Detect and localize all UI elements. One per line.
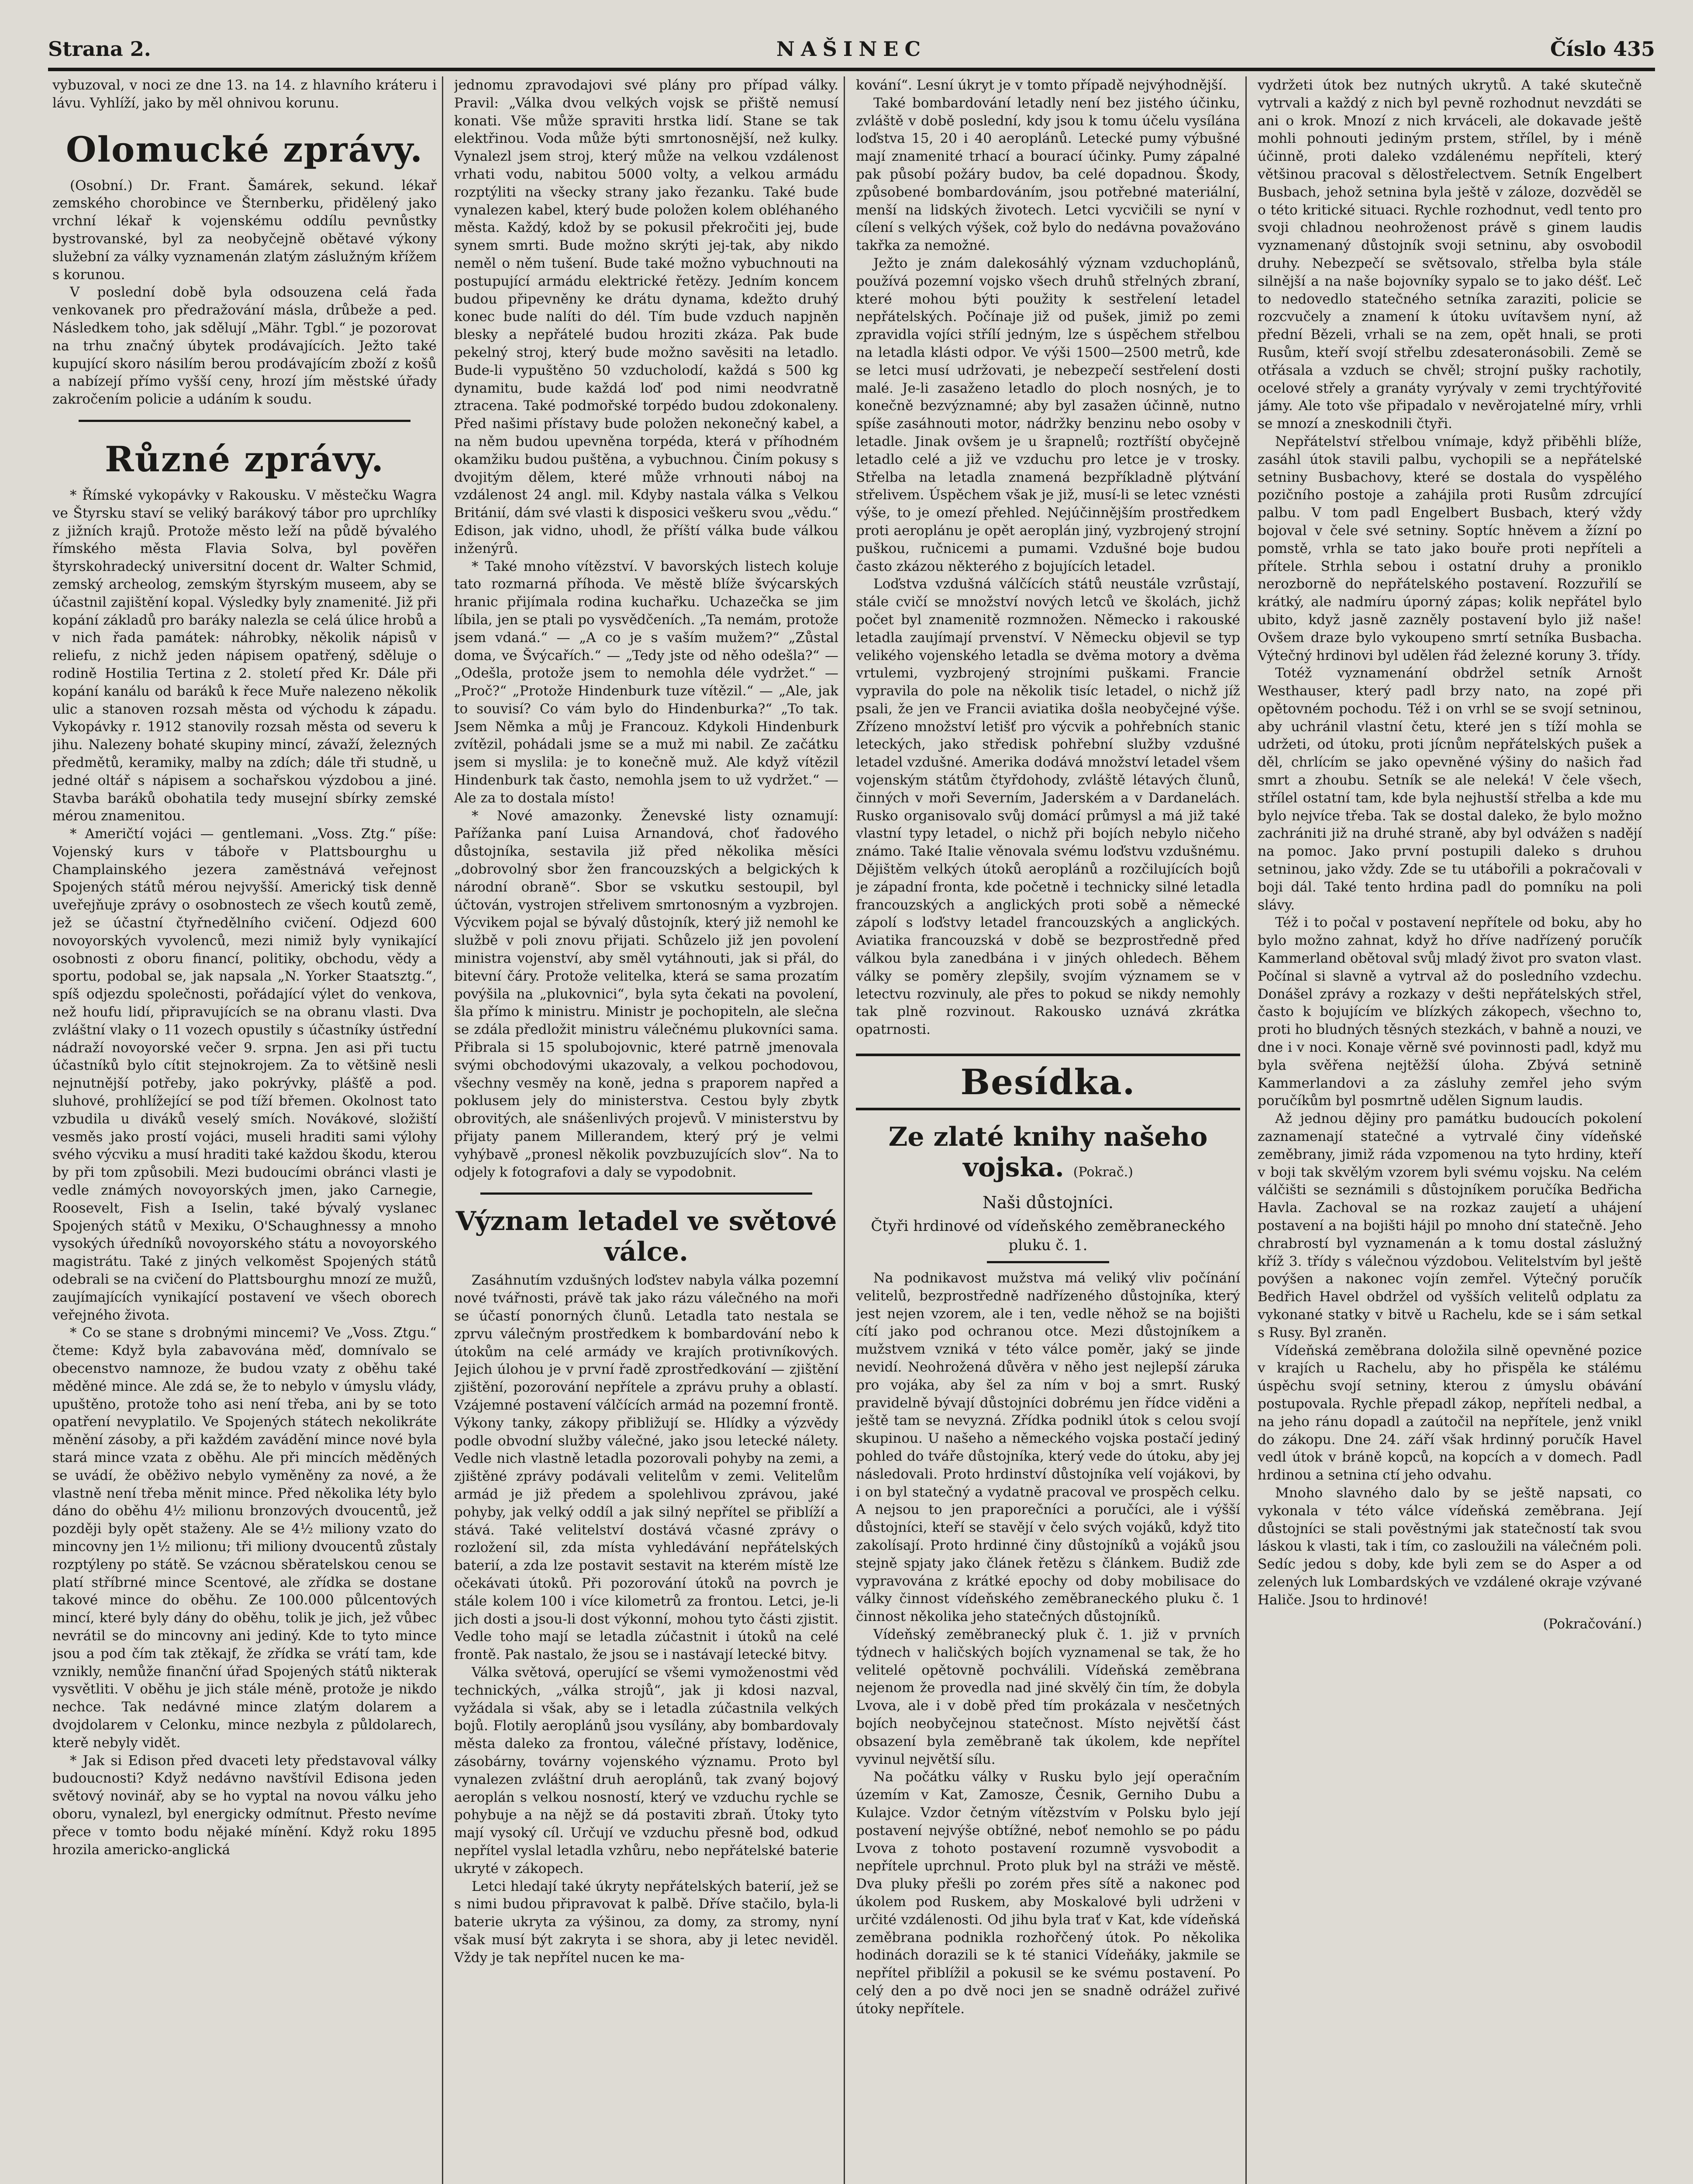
paragraph: Válka světová, operující se všemi vymoženostmi věd technických, „válka strojů“, jak ji kdosi nazval, vyžádala si však, aby se i letadla zúčastnila velkých bojů. Flotily aeroplánů jsou vysílány, aby bombardovaly města daleko za frontou, válečné přístavy, loděnice, zásobárny, továrny vojenského významu. Proto byl vynalezen zvláštní druh aeroplánů, tak zvaný bojový aeroplán s velkou nosností, který ve vzduchu rychle se pohybuje a na nějž se dá postaviti zbraň. Útoky tyto mají vysoký cíl. Určují ve vzduchu přesně bod, odkud nepřítel vyslal letadla vzhůru, nebo nepřátelské baterie ukryté v zákopech. xyxy=(454,1664,838,1876)
subtitle: Naši důstojníci. xyxy=(982,1193,1114,1213)
paragraph: Letci hledají také úkryty nepřátelských baterií, jež se s nimi budou připravovat k palbě. Dříve stačilo, byla-li baterie ukryta za výšinou, za domy, za stromy, nyní však musí být zakryta i se shora, aby ji letec neviděl. Vždy je tak nepřítel nucen ke ma- xyxy=(454,1878,838,1966)
article-americti-vojaci: * Američtí vojáci — gentlemani. „Voss. Ztg.“ píše: Vojenský kurs v táboře v Plattsbourghu u Champlainského jezera zaměstnává veřejnost Spojených států mérou nejvyšší. Americký tisk denně uveřejňuje zprávy o osobnostech ze všech koutů země, jež se účastní čtyřnedělního cvičení. Odjezd 600 novoyorských vyvolenců, mezi nimiž byly vynikající osobnosti z oboru financí, politiky, obchodu, vědy a sportu, podobal se, jak napsala „N. Yorker Staatsztg.“, spíš odjezdu společnosti, pořádající výlet do venkova, než houfu lidí, připravujících se na obranu vlasti. Dva zvláštní vlaky o 11 vozech opustily s účastníky ústřední nádraží novoyorské večer 9. srpna. Jen asi při tuctu účastníků bylo cítit stejnokrojem. Za to většině nesli nejnutnější potřeby, jako pokrývky, plášťě a pod. sluhové, prohlížející se pod tíží břemen. Okolnost tato vzbudila u diváků veselý smích. Novákové, složiští vesměs jako prostí vojáci, museli hraditi sami výlohy svého výcviku a musí hraditi také každou škodu, kterou by při tom způsobili. Mezi budoucími obránci vlasti je vedle známých novoyorských jmen, jako Carnegie, Roosevelt, Fish a Iselin, také bývalý vyslanec Spojených států v Mexiku, O'Schaughnessy a mnoho vysokých úředníků novoyorského státu a novoyorského magistrátu. Také z jiných velkoměst Spojených států odebrali se na cvičení do Plattsbourghu mnozí ze mužů, zaujímajících vynikající postavení ve všech oborech veřejného života. xyxy=(52,826,437,1323)
newspaper-title: NAŠINEC xyxy=(776,37,927,61)
paragraph: vybuzoval, v noci ze dne 13. na 14. z hlavního kráteru i lávu. Vyhlíží, jako by měl ohnivou korunu. xyxy=(52,77,437,111)
article-mnoho-vitezstvi: * Také mnoho vítězství. V bavorských listech koluje tato rozmarná příhoda. Ve městě blíže švýcarských hranic přijímala rodina kuchařku. Uchazečka se jim líbila, jen se ptali po vysvědčeních. „Ta nemám, protože jsem vdaná.“ — „A co je s vaším mužem?“ „Zůstal doma, ve Švýcařích.“ — „Tedy jste od něho odešla?“ — „Odešla, protože jsem to nemohla déle vydržet.“ — „Proč?“ „Protože Hindenburk tuze vítězil.“ — „Ale, jak to souvisí? Co vám bylo do Hindenburka?“ „To tak. Jsem Němka a můj je Francouz. Kdykoli Hindenburk zvítězil, pohádali jsme se a muž mi nabil. Ze začátku jsem si myslila: je to konečně muž. Ale když vítězil Hindenburk tak často, nemohla jsem to už vydržet.“ — Ale za to dostala místo! xyxy=(454,558,838,806)
section-heading-besidka: Besídka. xyxy=(960,1061,1136,1103)
page-header xyxy=(48,24,1655,71)
paragraph: Vídeňská zeměbrana doložila silně opevněné pozice v krajích u Rachelu, aby ho přispěla ke stálému úspěchu svojí setniny, kterou z úmyslu obávání postupovala. Rychle přepadl zákop, nepříteli nedbal, a na jeho ránu dopadl a zaútočil na nepřítele, jenž vnikl do zákopu. Dne 24. září však hrdinný poručík Havel vedl útok v bráně kopců, na kopcích a v domech. Padl hrdinou a setnina ctí jeho odvahu. xyxy=(1258,1342,1642,1483)
article-title-ze-zlate-knihy xyxy=(856,1122,1240,1188)
paragraph: Na počátku války v Rusku bylo její operačním územím v Kat, Zamosze, Česnik, Gerniho Dubu a Kulajce. Vzdor četným vítězstvím v Polsku bylo její postavení nejvýše obtížné, neboť nemohlo se po pádu Lvova z tohoto postavení rozumně vysvobodit a nepřítele uprchnul. Proto pluk byl na stráži ve městě. Dva pluky přešli po zorém přes sítě a nakonec pod úkolem pod Ruskem, aby Moskalové byli udrženi v určité vzdálenosti. Od jihu byla trať v Kat, kde vídeňská zeměbrana podnikla rozhořčený útok. Po několika hodinách dorazili se k té stanici Vídeňáky, jakmile se nepřítel přiblížil a pokusil se ke svému postavení. Po celý den a po dvě noci jen se snadně odrážel zuřivé útoky nepřítele. xyxy=(856,1769,1240,2017)
paragraph: Až jednou dějiny pro památku budoucích pokolení zaznamenají statečné a vytrvalé činy vídeňské zeměbrany, jimiž ráda vzpomenou na tyto hrdiny, kteří v boji tak skvělým vzorem byli svému vojsku. Na celém válčišti se seznámili s důstojníkem poručíka Bedřicha Havla. Zachoval se na rozkaz zaujetí a uhájení postavení a na bojišti hájil po mnoho dní statečně. Jeho chrabrostí byl vyznamenán a k tomu dostal záslužný kříž 3. třídy s válečnou výzdobou. Velitelstvím byl ještě povýšen a nakonec vojín zemřel. Výtečný poručík Bedřich Havel obdržel od vyšších velitelů odplatu za vykonané statky v bitvě u Rachelu, kde se i sám setkal s Rusy. Byl zraněn. xyxy=(1258,1111,1642,1341)
paragraph: Nepřátelství střelbou vnímaje, když přiběhli blíže, zasáhl útok stavili palbu, vychopili se a nepřátelské setniny Busbachovy, které se dostala do vyspělého pozičního postoje a zahájila proti Rusům zdrcující palbu. V tom padl Engelbert Busbach, který vždy bojoval v čele své setniny. Soptíc hněvem a žízní po pomstě, vrhla se tato jako bouře proti nepříteli a přítele. Strhla sebou i ostatní druhy a proniklo nerozborně do nepřátelského postavení. Rozzuřilí se krátký, ale nadmíru úporný zápas; kolik nepřátel bylo ubito, když jasně zazněly postavení bylo již naše! Ovšem draze bylo vykoupeno smrtí setníka Busbacha. Výtečný hrdinovi byl udělen řád železné koruny 3. třídy. xyxy=(1258,433,1642,663)
column-divider xyxy=(442,76,443,2184)
paragraph: Na podnikavost mužstva má veliký vliv počínání velitelů, bezprostředně nadřízeného důstojníka, který jest nejen vzorem, ale i ten, vedle něhož se na bojišti cítí jako pod ochranou otce. Mezi důstojníkem a mužstvem vzniká v této válce poměr, jaký se jinde nevidí. Neohrožená důvěra v něho jest nejlepší záruka pro vojáka, aby šel za ním v boj a smrt. Ruský pravidelně bývají důstojníci dobrému jen řídce viděni a ještě tam se nevyzná. Zřídka podnikl útok s celou svojí skupinou. U našeho a německého vojska postačí jediný pohled do tváře důstojníka, který vede do útoku, aby jej následovali. Proto hrdinství důstojníka velí vojákovi, by i on byl statečný a vydatně pracoval ve prospěch celku. A nejsou to jen praporečníci a poručíci, ale i výšší důstojníci, kteří se stavějí v čelo svých vojáků, když tito zakolísají. Proto hrdinné činy důstojníků a vojáků jsou stejně spjaty jako článek řetězu s článkem. Budiž zde vypravována z krátké epochy od doby mobilisace do války činnost vídeňského zeměbraneckého pluku č. 1 činnost několika jeho statečných důstojníků. xyxy=(856,1270,1240,1625)
article-nove-amazonky: * Nové amazonky. Ženevské listy oznamují: Pařížanka paní Luisa Arnandová, choť řadového důstojníka, sestavila již před několika měsíci „dobrovolný sbor žen francouzských a belgických k národní obraně“. Sbor se vskutku sestoupil, byl účtován, vystrojen střelivem smrtonosným a vyzbrojen. Výcvikem pojal se bývalý důstojník, který již nemohl ke službě v poli znovu přijati. Schůzelo již jen povolení ministra vojenství, aby směl vytáhnouti, jak si přál, do bitevní čáry. Protože velitelka, která se sama prozatím povýšila na „plukovnici“, byla syta čekati na povolení, šla přímo k ministru. Ministr je pochopiteln, ale slečna se zdála předložit ministru válečnému plukovníci sama. Přibrala si 15 spolubojovnic, které patrně jmenovala svými obchodovými ukazovaly, a velkou pochodovou, všechny vesměy na koně, jedna s praporem napřed a poklusem jely do ministerstva. Cestou byly zbytk obrovitých, ale snášenlivých projevů. V ministerstvu by přijaty panem Millerandem, který prý je velmi vyhýbavě „pronesl několik povzbuzujících slov“. Na to odjely k fotografovi a daly se vypodobnit. xyxy=(454,808,838,1180)
paragraph: V poslední době byla odsouzena celá řada venkovanek pro předražování másla, drůbeže a ped. Následkem toho, jak sdělují „Mähr. Tgbl.“ je pozorovat na trhu značný úbytek prodávajících. Ježto také kupující skoro násilím berou prodávajícím zboží z košů a nabízejí přímo vyšší ceny, hrozí jím městské úřady zakročením policie a udáním k soudu. xyxy=(52,284,437,408)
paragraph: Též i to počal v postavení nepřítele od boku, aby ho bylo možno zahnat, když ho dříve nadřízený poručík Kammerland obětoval svůj mladý život pro svaton vlast. Počínal si slavně a vytrval až do posledního vzdechu. Donášel zprávy a rozkazy v dešti nepřátelských střel, často k bojujícím ve blízkých zákopech, všechno to, proti ho bludných těsných stezkách, v bahně a nouzi, ve dne i v noci. Konaje věrně své povinnosti padl, když mu byla svěřena nejtěžší úloha. Zbývá setnině Kammerlandovi a za zásluhy zemřel jeho svým poručíkům byl posmrtně udělen Signum laudis. xyxy=(1258,915,1642,1109)
column-2 xyxy=(454,76,838,2184)
paragraph: Mnoho slavného dalo by se ještě napsati, co vykonala v této válce vídeňská zeměbrana. Její důstojníci se stali pověstnými jak statečností tak svou láskou k vlasti, tak i tím, co zasloužili na válečném poli. Sedíc jedou s doby, kde byli zem se do Asper a od zelených luk Lombardských ve vzdálené okraje vzývané Haliče. Jsou to hrdinové! xyxy=(1258,1485,1642,1608)
page-number-label: Strana 2. xyxy=(48,37,151,61)
subtitle: Čtyři hrdinové od vídeňského zeměbraneckého pluku č. 1. xyxy=(871,1217,1225,1254)
subtitle-divider xyxy=(987,1261,1109,1263)
paragraph: (Osobní.) Dr. Frant. Šamárek, sekund. lékař zemského chorobince ve Šternberku, přidělený jako vrchní lékař k vojenskému oddílu pevnůstky bystrovanské, byl za neobyčejně obětavé výkony služební za války vyznamenán zlatým záslužným křížem s korunou. xyxy=(52,177,437,283)
paragraph: kování“. Lesní úkryt je v tomto případě nejvýhodnější. xyxy=(856,77,1227,93)
column-1 xyxy=(52,76,437,2184)
column-3 xyxy=(856,76,1240,2184)
article-title-vyznam-letadel: Význam letadel ve světové válce. xyxy=(455,1206,837,1268)
paragraph: Také bombardování letadly není bez jistého účinku, zvláště v době poslední, kdy jsou k tomu účelu vysílána loďstva 15, 20 i 40 aeroplánů. Letecké pumy výbušné mají znamenité trhací a bourací účinky. Pumy zápalné pak působí požáry budov, ba celé dopadnou. Škody, způsobené bombardováním, jsou potřebné materiální, menší na lidských životech. Letci vycvičili se nyní v cílení s velkých výšek, což bylo do nedávna považováno takřka za nemožné. xyxy=(856,95,1240,254)
paragraph: Totéž vyznamenání obdržel setník Arnošt Westhauser, který padl brzy nato, na zopé při opětovném pochodu. Též i on vrhl se se svojí setninou, aby uchránil vlastní četu, které jen s tíží mohla se udržeti, od útoku, proti jícnům nepřátelských pušek a děl, chrlícím se jako opevněné výšiny do našich řad smrt a zhoubu. Setník se ale neleká! V čele všech, střílel ostatní tam, kde byla nejhustší střelba a kde mu bylo nejvíce třeba. Tak se dostal daleko, že bylo možno zachrániti již na druhé straně, aby byl odvážen s nadějí na pomoc. Jako první postupili daleko s druhou setninou, jako vždy. Zde se tu utábořili a pokračovali v boji dál. Také tento hrdina padl do pomníku na poli slávy. xyxy=(1258,665,1642,913)
issue-number-label: Číslo 435 xyxy=(1550,37,1655,61)
section-heading-ruzne-zpravy: Různé zprávy. xyxy=(105,438,384,480)
paragraph: Ježto je znám dalekosáhlý význam vzduchoplánů, používá pozemní vojsko všech druhů střelných zbraní, které mohou býti použity k sestřelení letadel nepřátelských. Počínaje již od pušek, jimiž po zemi zpravidla vojíci střílí jedným, lze s úspěchem střelbou na letadla klásti odpor. Ve výši 1500—2500 metrů, kde se letci musí udržovati, je nebezpečí sestřelení dosti malé. Je-li zasaženo letadlo do ploch nosných, je to konečně bezvýznamné; aby byl zasažen účinně, nutno spíše zasáhnouti motor, nádržky benzinu nebo osoby v letadle. Jinak ovšem je u šrapnelů; roztříští obyčejně letadlo celé a již ve vzduchu pro letce je v trosky. Střelba na letadla znamená bezpříkladně plýtvání střelivem. Úspěchem však je již, musí-li se letec vznésti výše, to je omezí přehled. Nejúčinnějším prostředkem proti aeroplánu je opět aeroplán jiný, vyzbrojený strojní puškou, ručnicemi a pumami. Vzdušné boje budou často zkázou některého z bojujících letadel. xyxy=(856,255,1240,574)
article-drobne-mince: * Co se stane s drobnými mincemi? Ve „Voss. Ztgu.“ čteme: Když byla zabavována měď, domnívalo se obecenstvo namnoze, že budou vzaty z oběhu také měděné mince. Ale zdá se, že to nebylo v úmyslu vlády, upuštěno, protože toho asi není třeba, ani by se toto opatření nevyplatilo. Ve Spojených státech nekolikráte měnění zásoby, a při každém zavádění mince nové byla stará mince vzata z oběhu. Ale při mincích měděných se uvádí, že oběživo nebylo vyměněny za nové, a že vlastně není třeba měnit mince. Před několika léty bylo dáno do oběhu 4½ milionu bronzových dvoucentů, jež později byly opět staženy. Ale se 4½ miliony vzato do mincovny jen 1½ milionu; tři miliony dvoucentů zůstaly rozptýleny po státě. Se vzácnou sběratelskou cenou se platí stříbrné mince Scentové, ale zřídka se dostane takové mince do oběhu. Ze 100.000 půlcentových mincí, které byly dány do oběhu, tolik je jich, jež vůbec nevrátil se do mincovny ani jediný. Kde to tyto mince jsou a pod čím tak ztěkajf, že zřídka se vrátí tam, kde vznikly, nemůže finanční úřad Spojených států nikterak vysvětliti. V oběhu je jich stále méně, protože je nikdo nechce. Tak nedávné mince zlatým dolarem a dvojdolarem v Celonku, mince nezbyla z půldolarech, kterě nebyly vidět. xyxy=(52,1325,437,1751)
section-divider xyxy=(79,420,410,422)
paragraph: Zasáhnutím vzdušných loďstev nabyla válka pozemní nové tvářnosti, právě tak jako rázu válečného na moři se účastí ponorných člunů. Letadla tato nestala se zprvu válečným prostředkem k bombardování nebo k útokům na celé armády ve krajích protivníkových. Jejich úlohou je v první řadě zprostředkování — zjištění zjištění, pozorování nepřítele a zprávu pruhy a oblastí. Vzájemné postavení válčících armád na pozemní frontě. Výkony tanky, zákopy přibližují se. Hlídky a výzvědy podle obvodní služby válečné, jako jsou letecké nálety. Vedle nich vlastně letadla pozorovali pohyby na zemi, a zjištěné zprávy podávali velitelům v zemi. Velitelům armád je již předem a spolehlivou zprávou, jaké pohyby, jak velký oddíl a jak silný nepřítel se přiblíží a stává. Také velitelství dostává včasné zprávy o rozložení sil, zda místa vyhledávání nepřátelských baterií, a zda lze postavit sestavit na kterém místě lze očekávati útoků. Při pozorování útoků na povrch je stále kolem 100 i více kilometrů za frontou. Letci, je-li jich dosti a jsou-li dost výkonní, mohou tyto části zjistit. Vedle toho mají se letadla zúčastnit i útoků na celé frontě. Pak nastalo, že jsou se i nastávají letecké bitvy. xyxy=(454,1272,838,1663)
column-4 xyxy=(1258,76,1642,2184)
article-rimske-vykopavky: * Římské vykopávky v Rakousku. V městečku Wagra ve Štyrsku staví se veliký barákový tábor pro uprchlíky z jižních krajů. Protože město leží na půdě bývalého římského města Flavia Solva, byl pověřen štyrskohradecký universitní docent dr. Walter Schmid, zemský archeolog, zemským štyrským museem, aby se účastnil zajištění kopal. Výsledky byly znamenité. Již při kopání základů pro baráky nalezla se celá úlice hrobů a v nich řada památek: náhrobky, několik nápisů v reliefu, z nichž jeden nápisem opatřený, sděluje o rodině Hostilia Tertina z 2. století před Kr. Dále při kopání kanálu od baráků k řece Muře nalezeno několik ulic a stanoven rozsah města od východu k západu. Vykopávky r. 1912 stanovily rozsah města od severu k jihu. Nalezeny bohaté skupiny mincí, závaží, železných předmětů, keramiky, malby na zdích; dále tři studně, u jedné oltář s nápisem a sochařskou výzdobou a jiné. Stavba baráků obohatila tedy musejní sbírky zemské mérou znamenitou. xyxy=(52,487,437,824)
paragraph: Vídeňský zeměbranecký pluk č. 1. již v prvních týdnech v haličských bojích vyznamenal se tak, že ho velitelé opětovně pochválili. Vídeňská zeměbrana nejenom že provedla nad jiné skvělý čin tím, že dobyla Lvova, ale i v době před tím prokázala v nesčetných bojích neobyčejnou statečnost. Místo největší část obsazení byla zeměbraně tak úkolem, kde nepřítel vyvinul největší sílu. xyxy=(856,1626,1240,1767)
column-divider xyxy=(1245,76,1247,2184)
paragraph: vydržeti útok bez nutných ukrytů. A také skutečně vytrvali a každý z nich byl pevně rozhodnut nevzdáti se ani o krok. Mnozí z nich krváceli, ale dokavade ještě mohli pohnouti jediným prstem, střílel, by i méně účinně, proti daleko vzdálenému nepříteli, který většinou pracoval s dělostřelectvem. Setník Engelbert Busbach, jehož setnina byla ještě v záloze, dozvěděl se o této kritické situaci. Rychle rozhodnut, vedl tento pro svoji chladnou neohroženost právě s ginem laudis vyznamenaný důstojník svoji setninu, aby osvobodil druhy. Nebezpečí se světsovalo, střelba byla stále silnější a na naše bojovníky sypalo se to jako déšť. Leč to nedovedlo statečného setníka zaraziti, policie se rozcvučely a znamení k útoku uvítavšem nyní, až přední Bězeli, vrhali se na zem, opět hnali, se proti Rusům, kteří svojí střelbu zdesateronásobili. Země se otřásala a vzduch se chvěl; strojní pušky rachotily, ocelové střely a granáty vyrývaly v zemi trychtýřovité jámy. Ale toto vše připadalo v nevěrojatelné míry, vrhli se mnozí a zneskodnili čtyři. xyxy=(1258,77,1642,432)
continuation-note: (Pokračování.) xyxy=(1543,1616,1642,1632)
paragraph: Loďstva vzdušná válčících států neustále vzrůstají, stále cvičí se množství nových letců ve školách, jichž počet byl znamenitě rozmnožen. Německo i rakouské letadla zaujímají prvenství. V Německu objevil se typ velikého vojenského letadla se dvěma motory a dvěma vrtulemi, vyzbrojený strojními puškami. Francie vypravila do pole na několik tisíc letadel, o nichž jíž psali, že jen ve Francii aviatika došla neobyčejné výše. Zřízeno množství letišť pro výcvik a pohřebních stanic leteckých, jako středisk pohřební služby vzdušné letadel vzdušné. Amerika dodává množství letadel všem vojenským státům čtyřdohody, zvláště létavých člunů, činných v moři Severním, Jaderském a v Dardanelách. Rusko organisovalo svůj domácí průmysl a má již také vlastní typy letadel, o nichž při bojích nebylo ničeho známo. Také Italie věnovala svému loďstvu vzdušnému. Dějištěm velkých útoků aeroplánů a rozčilujících bojů je západní fronta, kde početně i technicky silné letadla francouzských a anglických proti sobě a německé zápolí s loďstvy letadel francouzských a anglických. Aviatika francouzská v době se bezprostředně před válkou byla zanedbána i v jiných ohledech. Během války se poměry zlepšily, svojím významem se v letectvu rozvinuly, ale přes to pokud se nikdy nemohly tak plně rozvinout. Rakousko uznává zkrátka opatrnosti. xyxy=(856,576,1240,1038)
title-text: Ze zlaté knihy našeho vojska. xyxy=(888,1122,1208,1183)
section-heading-olomucke-zpravy: Olomucké zprávy. xyxy=(66,128,424,170)
continuation-note: (Pokrač.) xyxy=(1073,1165,1133,1180)
paragraph: jednomu zpravodajovi své plány pro případ války. Pravil: „Válka dvou velkých vojsk se přiště nemusí konati. Vše může spraviti hrstka lidí. Stane se tak elektřinou. Voda může býti smrtonosnější, než kulky. Vynalezl jsem stroj, který může na velkou vzdálenost vrhati vodu, nabitou 5000 volty, a velkou armádu rozptýliti na všecky strany jako řezanku. Také bude vynalezen kabel, který bude položen kolem obléhaného města. Každý, kdož by se pokusil překročiti jej, bude synem smrti. Bude možno skrýti jej-tak, aby nikdo neměl o něm tušení. Bude také možno vybuchnouti na postupující armádu elektrické řetězy. Jedním koncem budou připevněny ke drátu dynama, kdežto druhý konec bude nalíti do dél. Tím bude vzduch napjněn blesky a nepřátelé budou hroziti zkáza. Pak bude pekelný stroj, který bude možno savěsiti na letadlo. Bude-li vypuštěno 50 vzducholodí, každá s 500 kg dynamitu, bude každá loď pod nimi neodvratně ztracena. Také podmořské torpédo budou zdokonaleny. Před našimi přístavy bude položen nekonečný kabel, a na něm budou upevněna torpéda, která v příhodném okamžiku budou puštěna, a vybuchnou. Činím pokusy s dvojitým dělem, které může vrhnouti náboj na vzdálenost 24 angl. mil. Kdyby nastala válka s Velkou Británií, dám své vlasti k disposici veškeru svou „vědu.“ Edison, jak vidno, uhodl, že příští válka bude válkou inženýrů. xyxy=(454,77,838,556)
article-edison: * Jak si Edison před dvaceti lety představoval války budoucnosti? Když nedávno navštívil Edisona jeden světový novinář, aby se ho vyptal na novou válku jeho oboru, vynalezl, byl energicky odmítnut. Přesto nevíme přece v tomto bodu nějaké mínění. Když roku 1895 hrozila americko-anglická xyxy=(52,1752,437,1858)
section-divider xyxy=(480,1192,812,1195)
column-divider xyxy=(844,76,845,2184)
besidka-section xyxy=(856,1054,1240,1110)
